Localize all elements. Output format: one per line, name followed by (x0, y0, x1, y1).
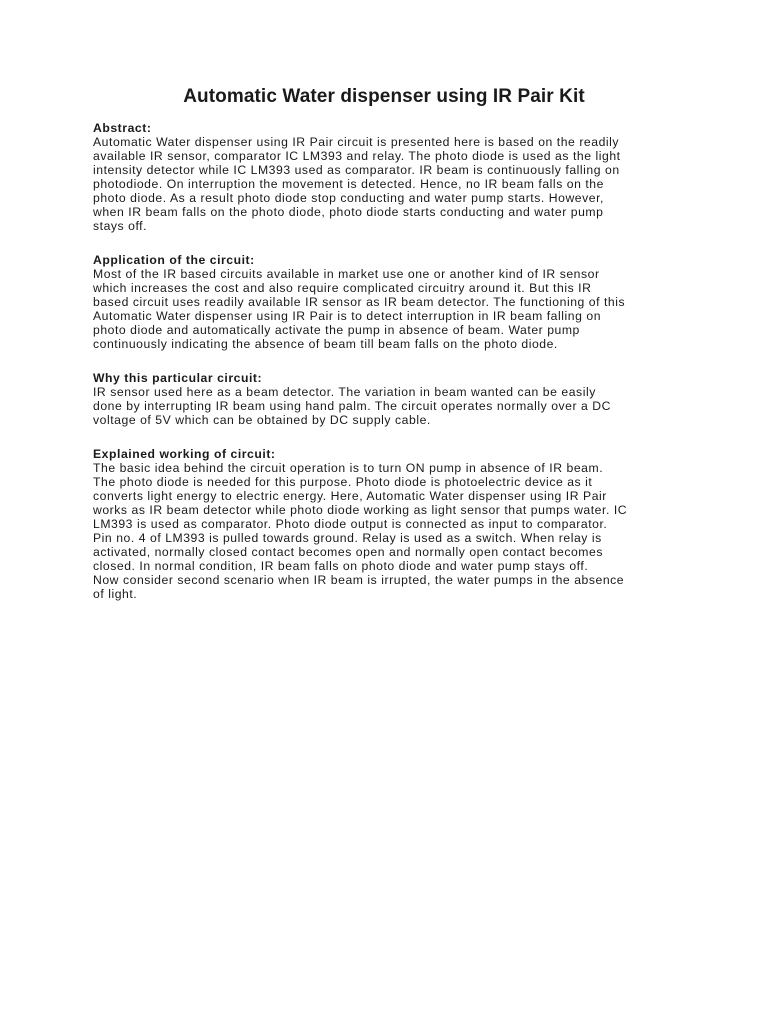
section-application (93, 253, 683, 351)
section-body: Automatic Water dispenser using IR Pair circuit is presented here is based on the readily available IR sensor, comparator IC LM393 and relay. The photo diode is used as the light intensity detector while IC LM393 used as comparator. IR beam is continuously falling on photodiode. On interruption the movement is detected. Hence, no IR beam falls on the photo diode. As a result photo diode stop conducting and water pump starts. However, when IR beam falls on the photo diode, photo diode starts conducting and water pump stays off. (93, 135, 621, 233)
section-heading: Application of the circuit: (93, 253, 255, 267)
section-body: Most of the IR based circuits available in market use one or another kind of IR sensor which increases the cost and also require complicated circuitry around it. But this IR based circuit uses readily available IR sensor as IR beam detector. The functioning of this Automatic Water dispenser using IR Pair is to detect interruption in IR beam falling on photo diode and automatically activate the pump in absence of beam. Water pump continuously indicating the absence of beam till beam falls on the photo diode. (93, 267, 626, 351)
document-title: Automatic Water dispenser using IR Pair Kit (183, 86, 585, 107)
section-heading: Explained working of circuit: (93, 447, 276, 461)
section-explained-working (93, 447, 683, 601)
section-heading: Why this particular circuit: (93, 371, 263, 385)
section-heading: Abstract: (93, 121, 152, 135)
section-abstract (93, 121, 683, 233)
section-body: IR sensor used here as a beam detector. The variation in beam wanted can be easily done by interrupting IR beam using hand palm. The circuit operates normally over a DC voltage of 5V which can be obtained by DC supply cable. (93, 385, 612, 427)
document-content (93, 121, 683, 621)
section-why-this-circuit (93, 371, 683, 427)
section-body: The basic idea behind the circuit operation is to turn ON pump in absence of IR beam. The photo diode is needed for this purpose. Photo diode is photoelectric device as it converts light energy to electric energy. Here, Automatic Water dispenser using IR Pair works as IR beam detector while photo diode working as light sensor that pumps water. IC LM393 is used as comparator. Photo diode output is connected as input to comparator. Pin no. 4 of LM393 is pulled towards ground. Relay is used as a switch. When relay is activated, normally closed contact becomes open and normally open contact becomes closed. In normal condition, IR beam falls on photo diode and water pump stays off. Now consider second scenario when IR beam is irrupted, the water pumps in the absence of light. (93, 461, 628, 601)
